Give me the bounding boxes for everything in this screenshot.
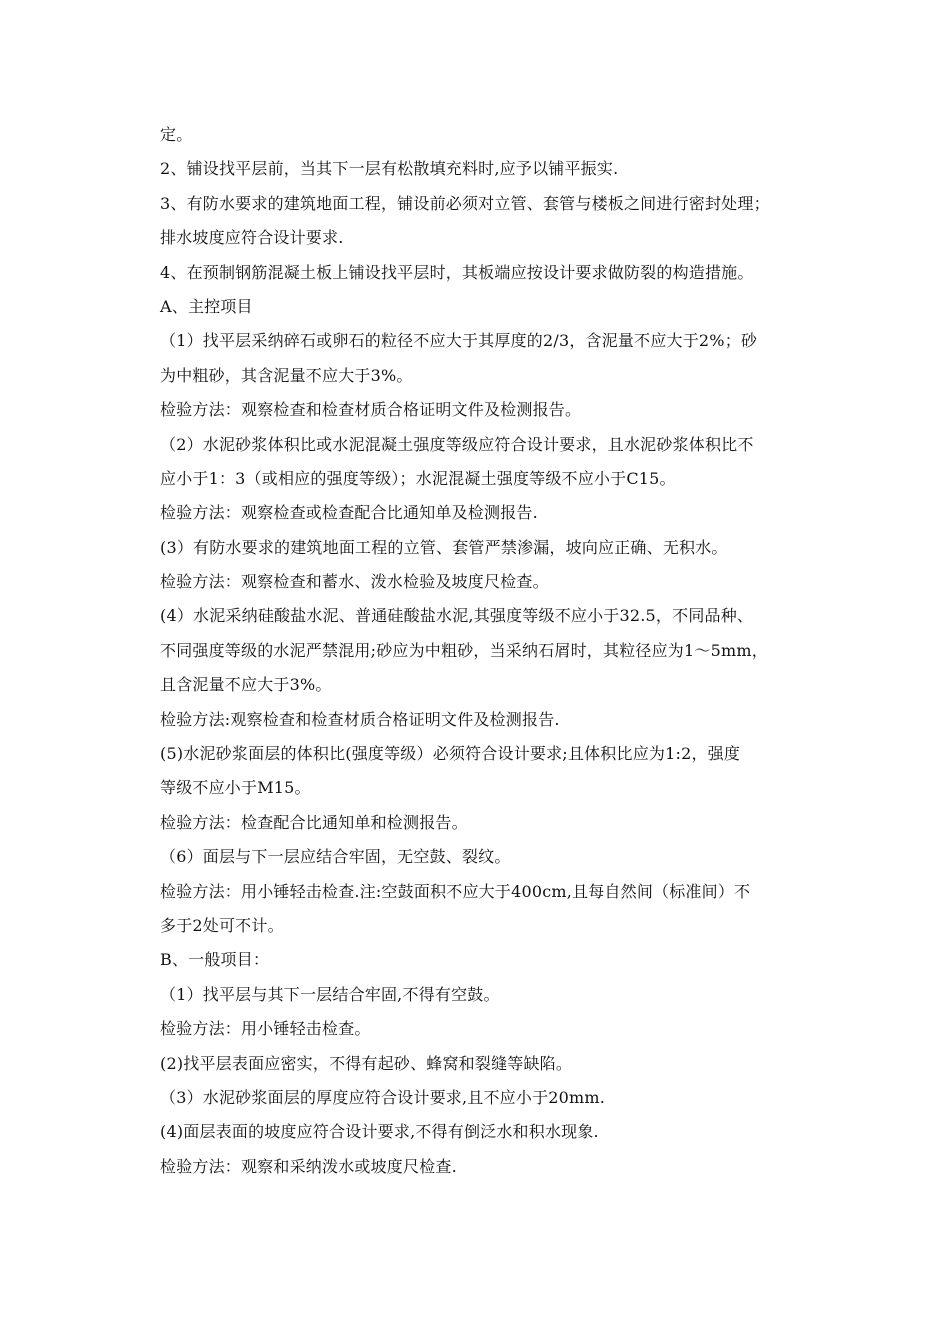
text-line: 检验方法：用小锤轻击检查.注:空鼓面积不应大于400cm,且每自然间（标准间）不	[160, 881, 751, 901]
text-line: 检验方法:观察检查和检查材质合格证明文件及检测报告.	[160, 709, 560, 729]
document-body	[160, 118, 872, 1184]
text-line: （1）找平层与其下一层结合牢固,不得有空鼓。	[160, 984, 500, 1004]
text-line: 2、铺设找平层前，当其下一层有松散填充料时,应予以铺平振实.	[160, 159, 619, 179]
text-line: 且含泥量不应大于3%。	[160, 675, 332, 695]
text-line: （6）面层与下一层应结合牢固，无空鼓、裂纹。	[160, 847, 511, 867]
text-line: 排水坡度应符合设计要求.	[160, 228, 344, 248]
text-line: （1）找平层采纳碎石或卵石的粒径不应大于其厚度的2/3，含泥量不应大于2%；砂	[160, 331, 758, 351]
section-heading: A、主控项目	[160, 296, 253, 316]
text-line: 多于2处可不计。	[160, 915, 284, 935]
text-line: (2)找平层表面应密实，不得有起砂、蜂窝和裂缝等缺陷。	[160, 1053, 573, 1073]
text-line: 4、在预制钢筋混凝土板上铺设找平层时，其板端应按设计要求做防裂的构造措施。	[160, 262, 754, 282]
text-line: 应小于1：3（或相应的强度等级）；水泥混凝土强度等级不应小于C15。	[160, 468, 676, 488]
text-line: 检验方法：观察和采纳泼水或坡度尺检查.	[160, 1156, 457, 1176]
text-line: （3）水泥砂浆面层的厚度应符合设计要求,且不应小于20mm.	[160, 1087, 606, 1107]
text-line: 检验方法：观察检查和蓄水、泼水检验及坡度尺检查。	[160, 572, 549, 592]
text-line: 3、有防水要求的建筑地面工程，铺设前必须对立管、套管与楼板之间进行密封处理；	[160, 193, 770, 213]
text-line: (4)面层表面的坡度应符合设计要求,不得有倒泛水和积水现象.	[160, 1122, 599, 1142]
text-line: 检验方法：检查配合比通知单和检测报告。	[160, 812, 468, 832]
text-line: 等级不应小于M15。	[160, 778, 311, 798]
text-line: (4）水泥采纳硅酸盐水泥、普通硅酸盐水泥,其强度等级不应小于32.5，不同品种、	[160, 606, 754, 626]
text-line: (5)水泥砂浆面层的体积比(强度等级）必须符合设计要求;且体积比应为1:2，强度	[160, 744, 741, 764]
text-line: （2）水泥砂浆体积比或水泥混凝土强度等级应符合设计要求，且水泥砂浆体积比不	[160, 434, 754, 454]
text-line: (3）有防水要求的建筑地面工程的立管、套管严禁渗漏，坡向应正确、无积水。	[160, 537, 728, 557]
section-heading: B、一般项目：	[160, 950, 270, 970]
text-line: 检验方法：观察检查和检查材质合格证明文件及检测报告。	[160, 400, 582, 420]
text-line: 检验方法：用小锤轻击检查。	[160, 1019, 371, 1039]
text-line: 定。	[160, 125, 193, 144]
text-line: 不同强度等级的水泥严禁混用;砂应为中粗砂，当采纳石屑时，其粒径应为1～5mm，	[160, 640, 768, 660]
text-line: 检验方法：观察检查或检查配合比通知单及检测报告.	[160, 503, 538, 523]
text-line: 为中粗砂，其含泥量不应大于3%。	[160, 365, 413, 385]
